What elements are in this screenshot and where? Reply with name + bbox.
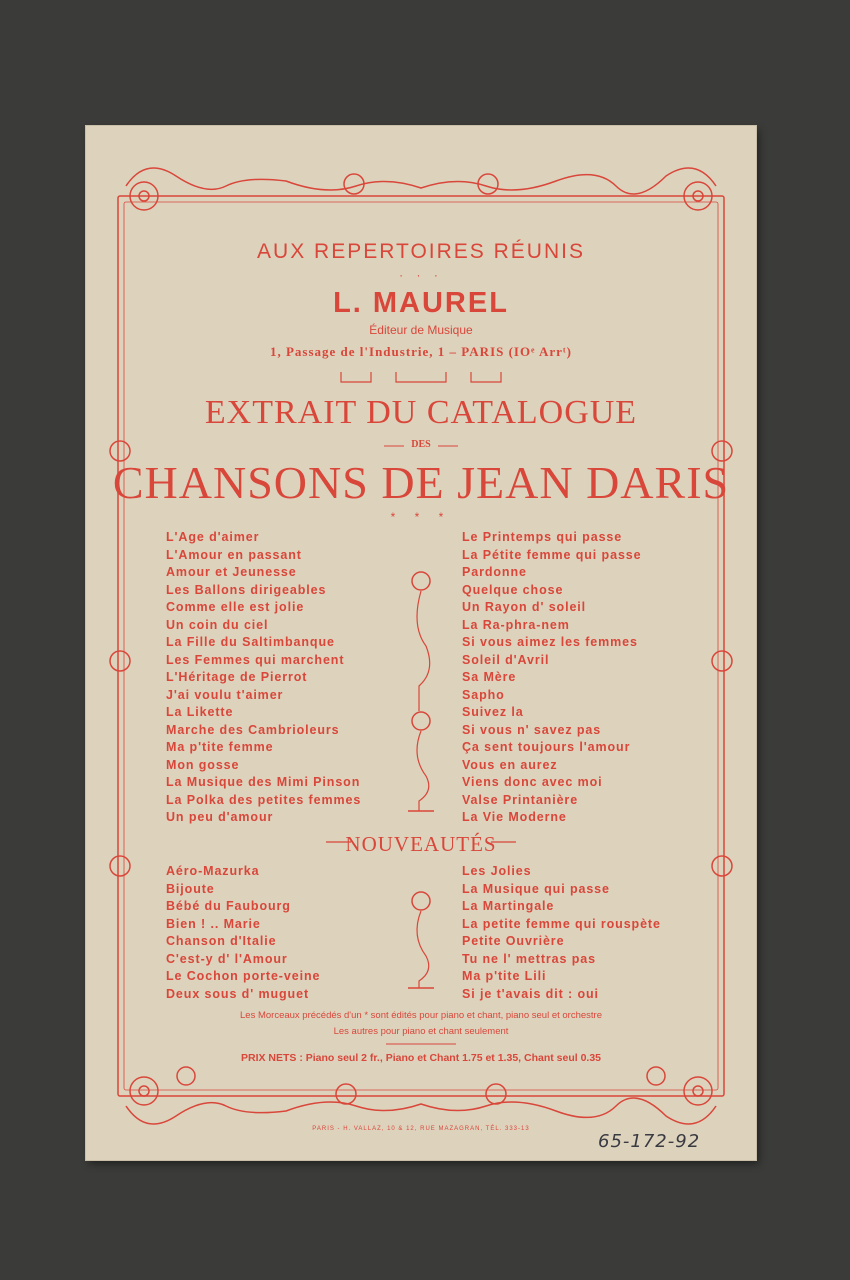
song-title: Les Jolies [462, 864, 532, 878]
song-title: La Likette [166, 705, 234, 719]
song-title: Mon gosse [166, 757, 240, 772]
song-title: Aéro-Mazurka [166, 864, 260, 878]
nouveautes-right-column [462, 863, 661, 1003]
song-title: La Martingale [462, 899, 555, 913]
song-title: Ma p'tite femme [166, 740, 274, 754]
song-title: Si vous n' savez pas [462, 722, 602, 737]
price-line: PRIX NETS : Piano seul 2 fr., Piano et Chant 1.75 et 1.35, Chant seul 0.35 [240, 1052, 602, 1064]
song-title: L'Amour en passant [166, 547, 302, 562]
archive-number: 65-172-92 [598, 1131, 701, 1152]
song-title: Si je t'avais dit : oui [462, 986, 599, 1001]
song-title: J'ai voulu t'aimer [166, 687, 284, 702]
song-title: Marche des Cambrioleurs [166, 722, 340, 737]
title-stars: * * * [390, 510, 452, 524]
song-title: Valse Printanière [462, 792, 579, 807]
song-title: Un Rayon d' soleil [462, 600, 587, 614]
song-title: La Fille du Saltimbanque [166, 635, 335, 649]
edition-note: Les Morceaux précédés d'un * sont édités pour piano et chant, piano seul et orchestre [240, 1010, 602, 1021]
song-title: Tu ne l' mettras pas [462, 951, 596, 966]
song-title: Les Femmes qui marchent [166, 652, 345, 667]
catalogue-title: EXTRAIT DU CATALOGUE [204, 394, 638, 431]
song-title: La Musique qui passe [462, 881, 610, 896]
song-title: Bijoute [166, 881, 215, 896]
song-title: Suivez la [462, 705, 524, 719]
publisher-name: L. MAUREL [333, 287, 509, 319]
song-title: Ça sent toujours l'amour [462, 740, 631, 754]
printer-imprint: PARIS - H. VALLAZ, 10 & 12, RUE MAZAGRAN, TÉL. 333-13 [312, 1126, 530, 1132]
catalogue-sheet [86, 126, 756, 1160]
song-title: Un peu d'amour [166, 810, 274, 824]
song-title: Amour et Jeunesse [166, 565, 297, 579]
song-title: C'est-y d' l'Amour [166, 951, 288, 966]
song-title: La Ra-phra-nem [462, 617, 570, 632]
nouveautes-left-column [166, 863, 320, 1003]
song-title: Bien ! .. Marie [166, 916, 261, 931]
song-title: Quelque chose [462, 582, 564, 597]
song-title: La Musique des Mimi Pinson [166, 775, 361, 789]
song-title: Les Ballons dirigeables [166, 582, 327, 597]
song-title: La petite femme qui rouspète [462, 916, 661, 931]
song-title: Petite Ouvrière [462, 934, 565, 948]
title-des: DES [411, 439, 431, 450]
nouveautes-heading: NOUVEAUTÉS [345, 832, 497, 856]
song-title: Si vous aimez les femmes [462, 635, 638, 649]
song-title: L'Age d'aimer [166, 530, 260, 544]
song-title: Ma p'tite Lili [462, 969, 547, 983]
header-tagline: AUX REPERTOIRES RÉUNIS [257, 240, 585, 263]
song-title: Deux sous d' muguet [166, 986, 310, 1001]
song-title: Chanson d'Italie [166, 934, 277, 948]
header-dots: · · · [399, 268, 443, 282]
song-title: La Polka des petites femmes [166, 792, 362, 807]
songs-right-column [462, 529, 642, 827]
song-title: Soleil d'Avril [462, 652, 550, 667]
song-title: Le Printemps qui passe [462, 530, 623, 544]
song-title: Pardonne [462, 565, 527, 579]
song-title: La Vie Moderne [462, 810, 567, 824]
song-title: Le Cochon porte-veine [166, 969, 321, 983]
edition-note-2: Les autres pour piano et chant seulement [333, 1026, 509, 1037]
song-title: Bébé du Faubourg [166, 899, 291, 913]
publisher-address: 1, Passage de l'Industrie, 1 – PARIS (IOᵉ Arrᵗ) [269, 344, 573, 359]
song-title: Viens donc avec moi [462, 775, 603, 789]
song-title: Sa Mère [462, 670, 517, 684]
song-title: Comme elle est jolie [166, 600, 305, 614]
song-title: La Pétite femme qui passe [462, 547, 642, 562]
song-title: L'Héritage de Pierrot [166, 670, 308, 684]
catalogue-subtitle: CHANSONS DE JEAN DARIS [112, 457, 730, 508]
publisher-role: Éditeur de Musique [369, 323, 473, 337]
song-title: Un coin du ciel [166, 617, 269, 632]
songs-left-column [166, 529, 361, 827]
song-title: Vous en aurez [462, 757, 558, 772]
song-title: Sapho [462, 687, 505, 702]
